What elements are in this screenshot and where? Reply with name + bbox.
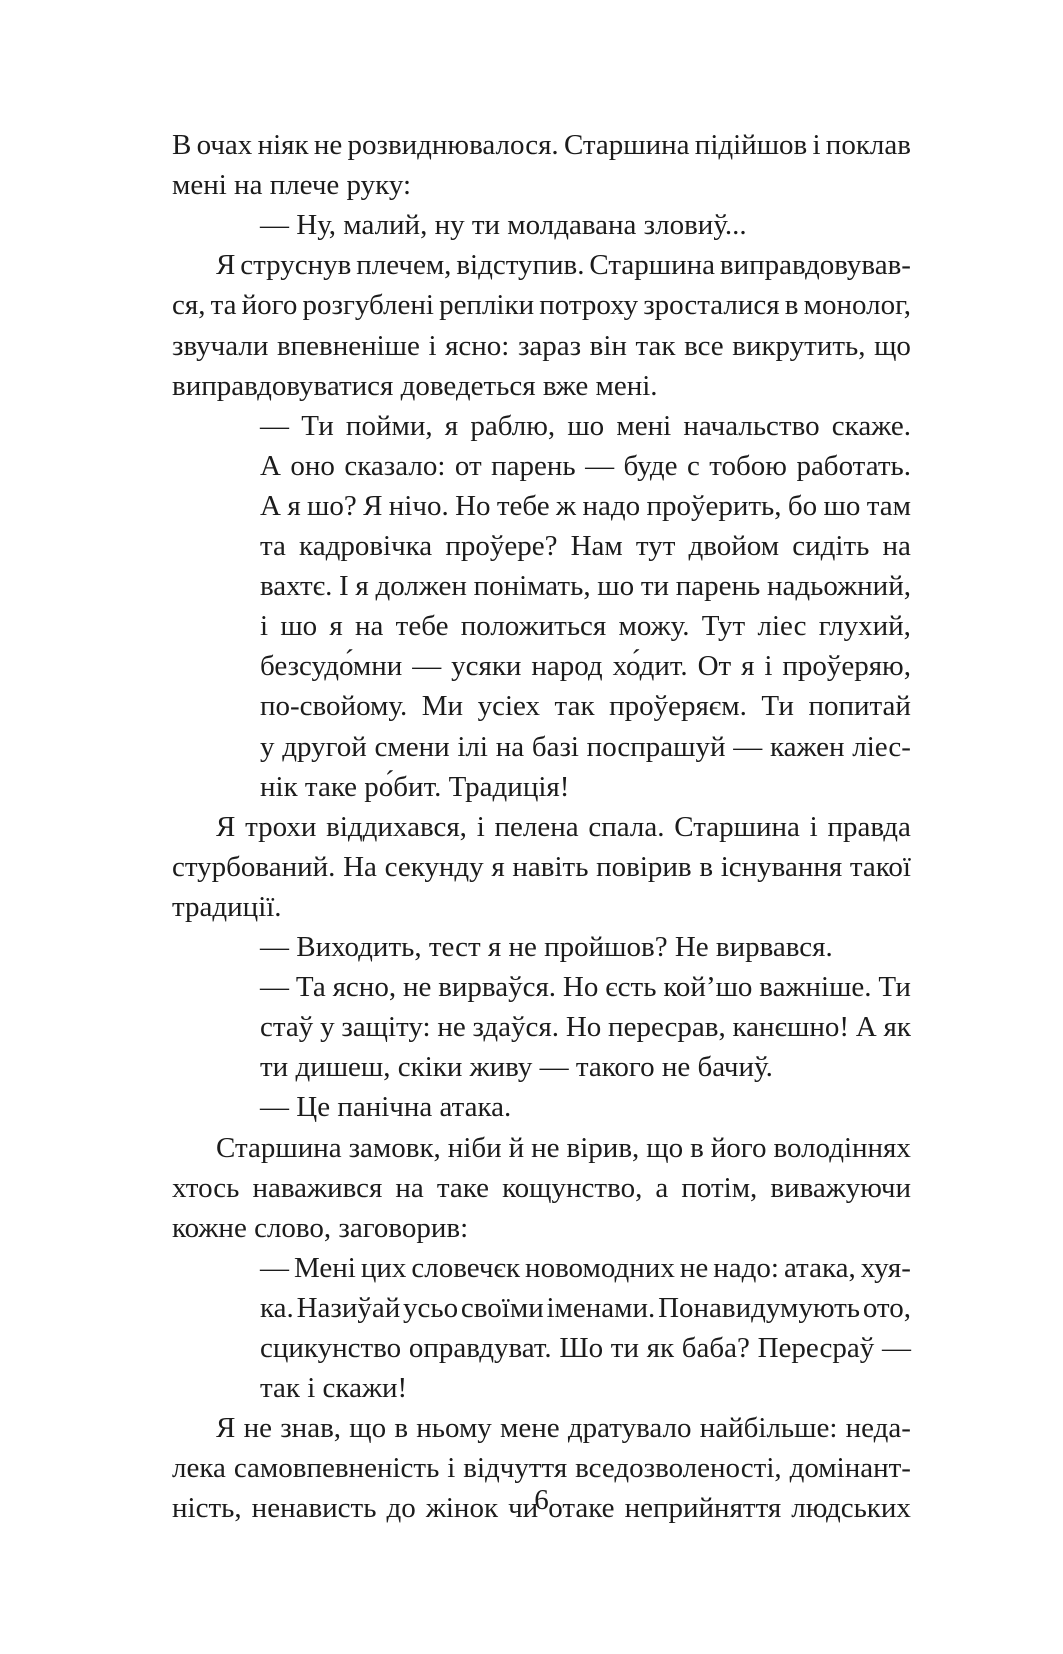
text-line: по-свойому. Ми усіех так проўеряєм. Ти попитай: [260, 690, 911, 723]
text-line: Я не знав, що в ньому мене дратувало найбільше: неда-: [216, 1412, 911, 1445]
text-line: А я шо? Я нічо. Но тебе ж надо проўерить, бо шо там: [260, 489, 911, 522]
text-line: мені на плече руку:: [172, 169, 412, 202]
text-line: ти дишеш, скіки живу — такого не бачиў.: [260, 1051, 773, 1084]
text-line: виправдовуватися доведеться вже мені.: [172, 369, 658, 402]
text-line: — Та ясно, не вирваўся. Но єсть кой’шо важніше. Ти: [260, 971, 911, 1004]
text-line: ність, ненависть до жінок чи отаке неприйняття людських: [172, 1492, 911, 1525]
text-line: у другой смени ілі на базі поспрашуй — кажен ліес-: [260, 730, 911, 763]
text-line: — Ти пойми, я раблю, шо мені начальство скаже.: [260, 409, 911, 442]
text-line: і шо я на тебе положиться можу. Тут ліес глухий,: [260, 610, 911, 643]
text-line: та кадровічка проўере? Нам тут двойом сидіть на: [260, 530, 911, 562]
text-line: стаў у защіту: не здаўся. Но пересрав, канєшно! А як: [260, 1011, 911, 1044]
text-line: звучали впевненіше і ясно: зараз він так все викрутить, що: [172, 329, 911, 362]
text-line: кожне слово, заговорив:: [172, 1211, 469, 1244]
page-number: 6: [534, 1484, 549, 1516]
text-line: лека самовпевненість і відчуття вседозволеності, домінант-: [172, 1452, 911, 1485]
text-line: сцикунство оправдуват. Шо ти як баба? Пересраў —: [260, 1332, 911, 1364]
text-line: В очах ніяк не розвиднювалося. Старшина підійшов і поклав: [172, 129, 911, 161]
text-line: — Мені цих словечєк новомодних не надо: атака, хуя-: [260, 1251, 911, 1284]
text-line: — Ну, малий, ну ти молдавана зловиў...: [260, 209, 747, 242]
text-line: Я струснув плечем, відступив. Старшина виправдовував-: [216, 249, 911, 282]
text-line: так і скажи!: [260, 1372, 408, 1405]
text-line: традиції.: [172, 890, 282, 923]
text-line: безсудо́мни — усяки народ хо́дит. От я і проўеряю,: [260, 650, 911, 683]
text-line: — Виходить, тест я не пройшов? Не вирвався.: [260, 931, 833, 963]
text-line: вахтє. І я должен понімать, шо ти парень надьожний,: [260, 570, 911, 603]
text-line: нік таке ро́бит. Традиція!: [260, 770, 570, 803]
text-line: А оно сказало: от парень — буде с тобою работать.: [260, 449, 911, 482]
text-line: стурбований. На секунду я навіть повірив в існування такої: [172, 850, 911, 883]
text-line: ся, та його розгублені репліки потроху зросталися в монолог,: [172, 289, 911, 322]
text-line: хтось наважився на таке кощунство, а потім, виважуючи: [172, 1171, 911, 1204]
text-line: Старшина замовк, ніби й не вірив, що в його володіннях: [216, 1131, 911, 1164]
text-line: ка. Назиўай усьо своїми іменами. Понавидумують ото,: [260, 1291, 911, 1324]
text-line: Я трохи віддихався, і пелена спала. Старшина і правда: [216, 810, 911, 843]
text-line: — Це панічна атака.: [260, 1091, 512, 1124]
